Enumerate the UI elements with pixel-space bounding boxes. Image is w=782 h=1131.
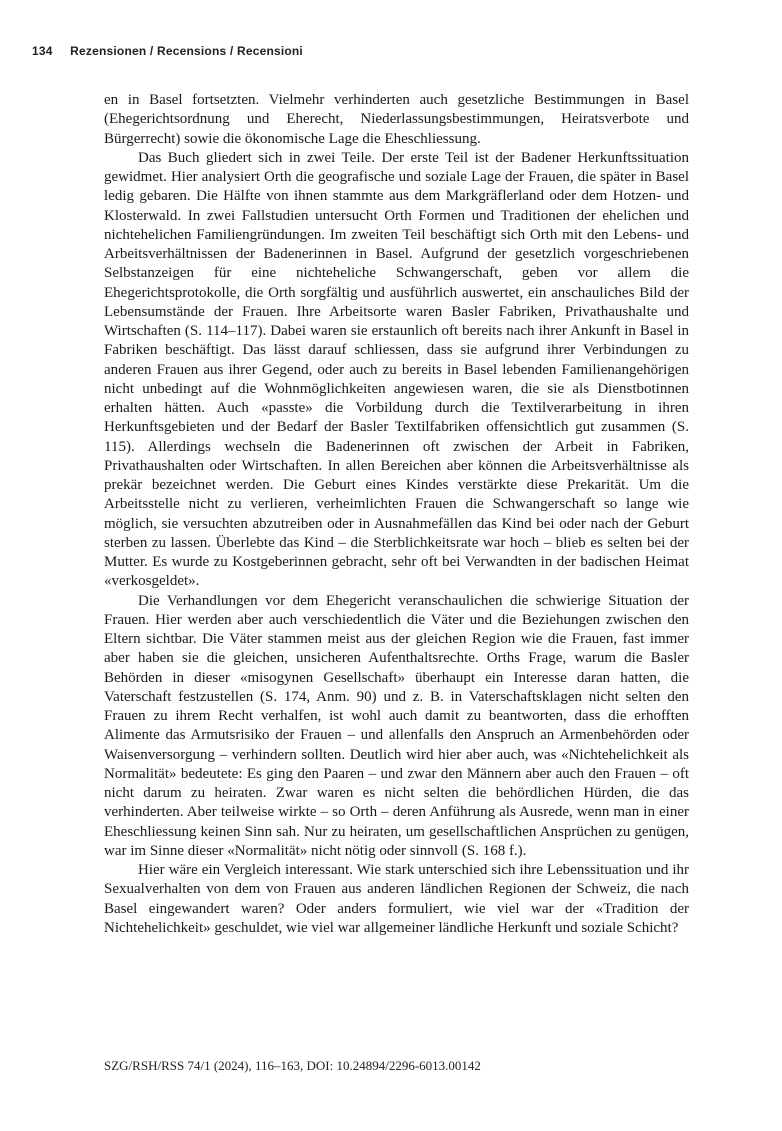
paragraph: Die Verhandlungen vor dem Ehegericht veranschaulichen die schwierige Situation der Frauen. Hier werden aber auch verschiedentlich die Väter und die Beziehungen zwischen den Eltern sichtbar. Die Väter stammen meist aus der gleichen Region wie die Frauen, fast immer aber haben sie die gleichen, unsicheren Aufenthaltsrechte. Orths Frage, warum die Basler Behörden in dieser «misogynen Gesellschaft» überhaupt ein Interesse daran hatten, die Vaterschaft festzustellen (S. 174, Anm. 90) und z. B. in Vaterschaftsklagen nicht selten den Frauen zu ihrem Recht verhalfen, ist wohl auch damit zu beantworten, dass die erhofften Alimente das Armutsrisiko der Frauen – und allenfalls den Anspruch an Armenbehörden oder Waisenversorgung – verhindern sollten. Deutlich wird hier aber auch, was «Nichtehelichkeit als Normalität» bedeutete: Es ging den Paaren – und zwar den Männern aber auch den Frauen – oft nicht darum zu heiraten. Zwar waren es nicht selten die behördlichen Hürden, die das verhinderten. Aber teilweise wirkte – so Orth – deren Anführung als Ausrede, wenn man in einer Eheschliessung keinen Sinn sah. Nur zu heiraten, um gesellschaftlichen Ansprüchen zu genügen, war im Sinne dieser «Normalität» nicht nötig oder sinnvoll (S. 168 f.). bbox=[104, 592, 689, 859]
page-number: 134 bbox=[32, 44, 53, 58]
paragraph: Hier wäre ein Vergleich interessant. Wie stark unterschied sich ihre Lebenssituation und ihr Sexualverhalten von dem von Frauen aus anderen ländlichen Regionen der Schweiz, die nach Basel eingewandert waren? Oder anders formuliert, wie viel war der «Tradition der Nichtehelichkeit» geschuldet, wie viel war allgemeiner ländliche Herkunft und soziale Schicht? bbox=[104, 862, 689, 936]
journal-citation: SZG/RSH/RSS 74/1 (2024), 116–163, DOI: 10.24894/2296-6013.00142 bbox=[104, 1058, 481, 1073]
paragraph: Das Buch gliedert sich in zwei Teile. Der erste Teil ist der Badener Herkunftssituation gewidmet. Hier analysiert Orth die geografische und soziale Lage der Frauen, die später in Basel ledig gebaren. Die Hälfte von ihnen stammte aus dem Markgräflerland oder dem Hotzen- und Klosterwald. In zwei Fallstudien untersucht Orth Formen und Traditionen der ehelichen und nichtehelichen Familiengründungen. Im zweiten Teil beschäftigt sich Orth mit den Lebens- und Arbeitsverhältnissen der Badenerinnen in Basel. Aufgrund der gesetzlich vorgeschriebenen Selbstanzeigen für eine nichteheliche Schwangerschaft, geben vor allem die Ehegerichtsprotokolle, die Orth sorgfältig und ausführlich auswertet, ein anschauliches Bild der Lebensumstände der Frauen. Ihre Arbeitsorte waren Basler Fabriken, Privathaushalte und Wirtschaften (S. 114–117). Dabei waren sie erstaunlich oft bereits nach ihrer Ankunft in Basel in Fabriken beschäftigt. Das lässt darauf schliessen, dass sie aufgrund ihrer Verbindungen zu anderen Frauen aus ihrer Gegend, oder auch zu bereits in Basel lebenden Familienangehörigen nicht unbedingt auf die Wohnmöglichkeiten angewiesen waren, die sie als Dienstbotinnen erhalten hätten. Auch «passte» die Vorbildung durch die Textilverarbeitung in ihren Herkunftsgebieten und der Bedarf der Basler Textilfabriken offensichtlich gut zusammen (S. 115). Allerdings wechseln die Badenerinnen oft zwischen der Arbeit in Fabriken, Privathaushalten oder Wirtschaften. In allen Bereichen aber können die Arbeitsverhältnisse als prekär bezeichnet werden. Die Geburt eines Kindes verstärkte diese Prekarität. Um die Arbeitsstelle nicht zu verlieren, verheimlichten Frauen die Schwangerschaft so lange wie möglich, sie versuchten abzutreiben oder in Ausnahmefällen das Kind bei oder nach der Geburt sterben zu lassen. Überlebte das Kind – die Sterblichkeitsrate war hoch – blieb es selten bei der Mutter. Es wurde zu Kostgeberinnen gebracht, sehr oft bei Verwandten in der badischen Heimat «verkosgeldet». bbox=[104, 149, 689, 590]
article-body bbox=[104, 91, 689, 938]
running-header bbox=[32, 44, 303, 58]
running-title: Rezensionen / Recensions / Recensioni bbox=[70, 44, 303, 58]
paragraph: en in Basel fortsetzten. Vielmehr verhinderten auch gesetzliche Bestimmungen in Basel (Ehegerichtsordnung und Eherecht, Niederlassungsbestimmungen, Heiratsverbote und Bürgerrecht) sowie die ökonomische Lage die Eheschliessung. bbox=[104, 92, 689, 147]
